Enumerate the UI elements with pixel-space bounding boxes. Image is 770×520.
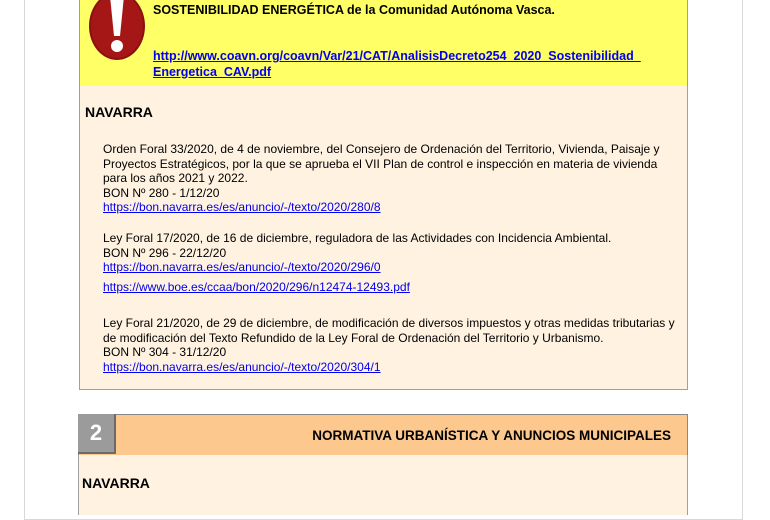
notice-link[interactable] bbox=[153, 48, 653, 80]
section-2-title: NORMATIVA URBANÍSTICA Y ANUNCIOS MUNICIPALES bbox=[312, 428, 671, 443]
entry-link[interactable]: https://bon.navarra.es/es/anuncio/-/texto/2020/280/8 bbox=[103, 200, 381, 214]
entry-ley-foral-21 bbox=[103, 316, 678, 374]
region-title-navarra: NAVARRA bbox=[85, 104, 153, 120]
notice-link-line1[interactable]: http://www.coavn.org/coavn/Var/21/CAT/AnalisisDecreto254_2020_Sostenibilidad_ bbox=[153, 49, 641, 63]
entry-bon: BON Nº 304 - 31/12/20 bbox=[103, 345, 227, 359]
entry-link[interactable]: https://bon.navarra.es/es/anuncio/-/texto/2020/296/0 bbox=[103, 260, 381, 274]
section-number-badge: 2 bbox=[78, 414, 116, 454]
entry-text: Ley Foral 21/2020, de 29 de diciembre, de modificación de diversos impuestos y otras medidas tributarias y de modificación del Texto Refundido de la Ley Foral de Ordenación del Territorio y Urbanismo. bbox=[103, 316, 675, 345]
entry-link-boe[interactable]: https://www.boe.es/ccaa/bon/2020/296/n12474-12493.pdf bbox=[103, 280, 410, 294]
section-2-header bbox=[78, 414, 688, 456]
entry-text: Orden Foral 33/2020, de 4 de noviembre, del Consejero de Ordenación del Territorio, Vivienda, Paisaje y Proyectos Estratégicos, por la que se aprueba el VII Plan de control e inspección en materia de vivienda para los años 2021 y 2022. bbox=[103, 142, 660, 185]
entry-ley-foral-17 bbox=[103, 231, 678, 275]
region-title-navarra-2: NAVARRA bbox=[82, 475, 150, 491]
entry-link[interactable]: https://bon.navarra.es/es/anuncio/-/texto/2020/304/1 bbox=[103, 359, 381, 374]
entry-bon: BON Nº 296 - 22/12/20 bbox=[103, 245, 227, 260]
entry-text: Ley Foral 17/2020, de 16 de diciembre, reguladora de las Actividades con Incidencia Ambiental. bbox=[103, 231, 612, 245]
notice-text: SOSTENIBILIDAD ENERGÉTICA de la Comunidad Autónoma Vasca. bbox=[153, 3, 555, 17]
notice-link-line2[interactable]: Energetica_CAV.pdf bbox=[153, 65, 272, 79]
entry-bon: BON Nº 280 - 1/12/20 bbox=[103, 185, 220, 200]
exclamation-alert-icon bbox=[88, 0, 146, 64]
entry-orden-foral-33 bbox=[103, 142, 678, 215]
section-2-body bbox=[78, 455, 688, 515]
